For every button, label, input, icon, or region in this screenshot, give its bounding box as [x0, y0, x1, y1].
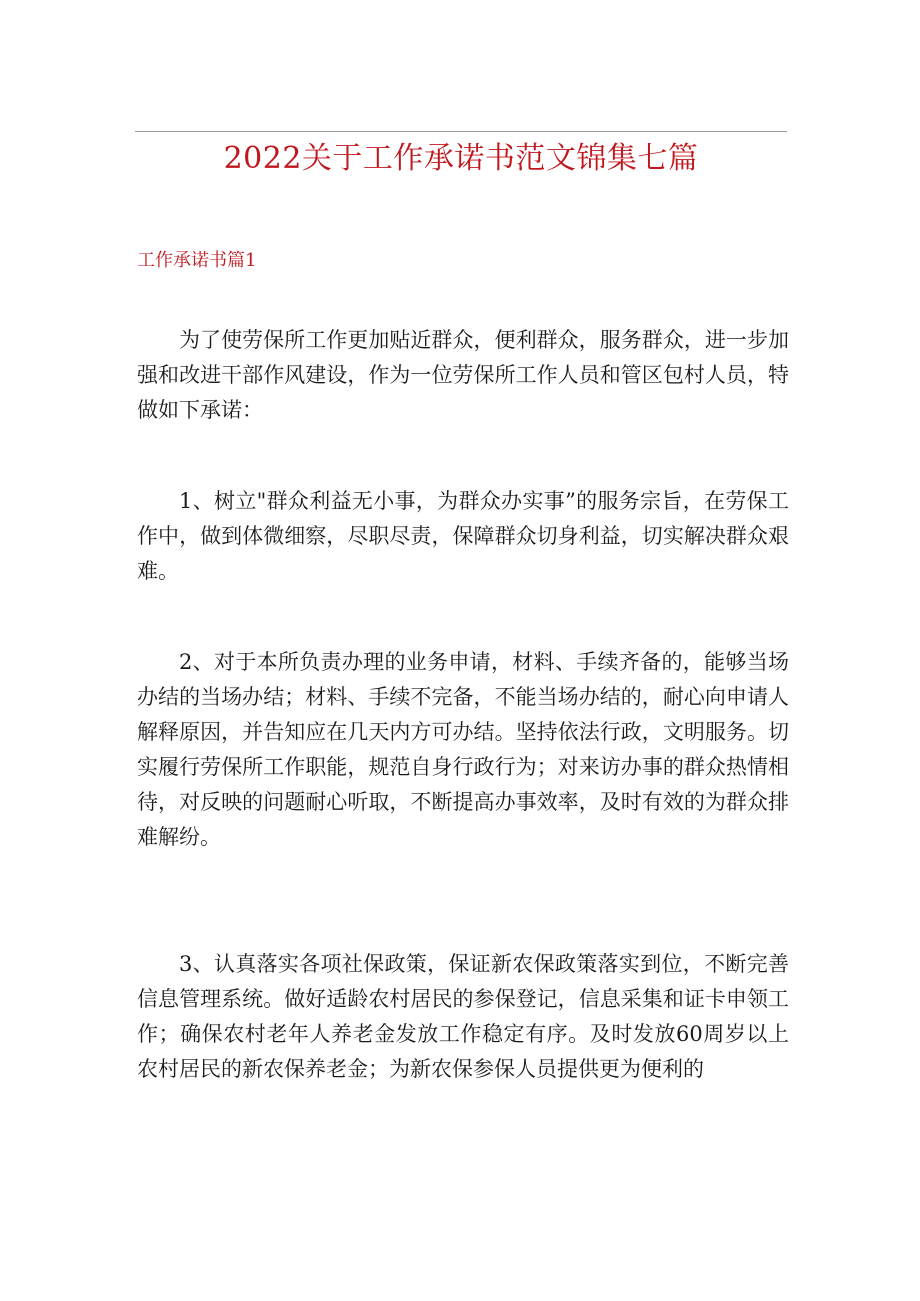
paragraph-intro: 为了使劳保所工作更加贴近群众，便利群众，服务群众，进一步加强和改进干部作风建设，作为一位劳保所工作人员和管区包村人员，特做如下承诺： [137, 328, 789, 422]
section-heading: 工作承诺书篇1 [137, 250, 257, 271]
header-rule [135, 131, 787, 132]
paragraph-item-2: 2、对于本所负责办理的业务申请，材料、手续齐备的，能够当场办结的当场办结；材料、手续不完备，不能当场办结的，耐心向申请人解释原因，并告知应在几天内方可办结。坚持依法行政，文明服务。切实履行劳保所工作职能，规范自身行政行为；对来访办事的群众热情相待，对反映的问题耐心听取，不断提高办事效率，及时有效的为群众排难解纷。 [137, 650, 789, 849]
paragraph-item-3: 3、认真落实各项社保政策，保证新农保政策落实到位，不断完善信息管理系统。做好适龄农村居民的参保登记，信息采集和证卡申领工作；确保农村老年人养老金发放工作稳定有序。及时发放60周岁以上农村居民的新农保养老金；为新农保参保人员提供更为便利的 [137, 952, 789, 1081]
document-title: 2022关于工作承诺书范文锦集七篇 [223, 141, 699, 176]
paragraph-item-1: 1、树立"群众利益无小事，为群众办实事”的服务宗旨，在劳保工作中，做到体微细察，尽职尽责，保障群众切身利益，切实解决群众艰难。 [137, 489, 789, 583]
